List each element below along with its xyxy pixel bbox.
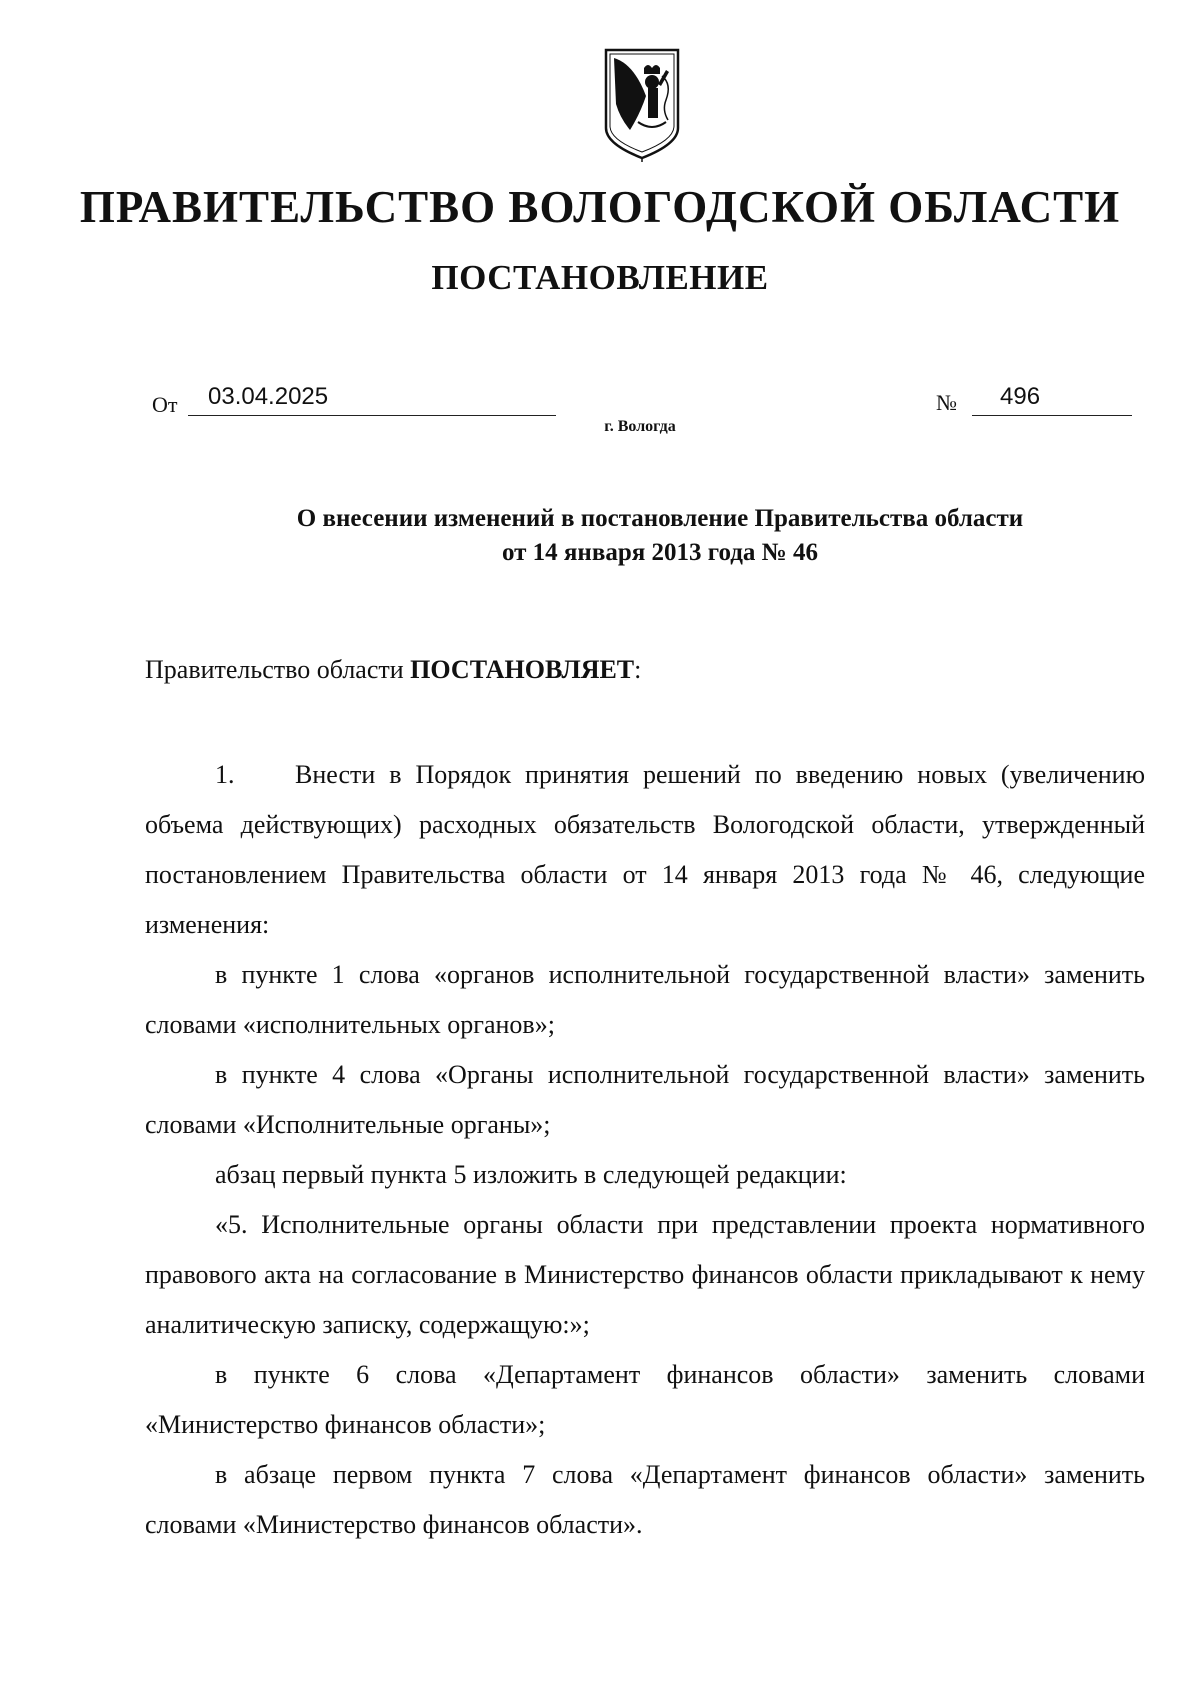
date-label: От — [152, 392, 178, 417]
paragraph-point-6-change: в пункте 6 слова «Департамент финансов области» заменить словами «Министерство финансов области»; — [145, 1360, 1145, 1439]
paragraph-point-4-change: в пункте 4 слова «Органы исполнительной государственной власти» заменить словами «Исполнительные органы»; — [145, 1060, 1145, 1139]
date-value: 03.04.2025 — [188, 382, 556, 416]
preamble-text: Правительство области — [145, 655, 411, 684]
paragraph-item-1 — [145, 750, 1145, 950]
document-body — [145, 750, 1145, 1550]
paragraph-point-1-change: в пункте 1 слова «органов исполнительной государственной власти» заменить словами «исполнительных органов»; — [145, 960, 1145, 1039]
date-number-row — [152, 382, 1132, 422]
number-label: № — [936, 390, 957, 415]
preamble-decree-word: ПОСТАНОВЛЯЕТ — [410, 655, 635, 684]
document-subject — [220, 502, 1100, 570]
document-type-title: ПОСТАНОВЛЕНИЕ — [431, 258, 769, 297]
item-number: 1. — [215, 760, 235, 789]
vologda-coat-of-arms-icon — [600, 44, 684, 164]
city-label: г. Вологда — [604, 418, 676, 435]
preamble-suffix: : — [634, 655, 642, 684]
paragraph-point-5-text: «5. Исполнительные органы области при представлении проекта нормативного правового акта на согласование в Министерство финансов области прикладывают к нему аналитическую записку, содержащую:»; — [145, 1210, 1145, 1339]
paragraph-point-7-change: в абзаце первом пункта 7 слова «Департамент финансов области» заменить словами «Министерство финансов области». — [145, 1460, 1145, 1539]
paragraph-point-5-intro: абзац первый пункта 5 изложить в следующей редакции: — [215, 1160, 847, 1189]
subject-line-2: от 14 января 2013 года № 46 — [501, 539, 819, 566]
preamble — [145, 652, 641, 688]
organization-title: ПРАВИТЕЛЬСТВО ВОЛОГОДСКОЙ ОБЛАСТИ — [79, 182, 1121, 232]
number-value: 496 — [972, 382, 1132, 416]
subject-line-1: О внесении изменений в постановление Правительства области — [296, 505, 1024, 532]
item-1-text: Внести в Порядок принятия решений по введению новых (увеличению объема действующих) расходных обязательств Вологодской области, утвержденный постановлением Правительства области от 14 января 2013 года № 46, следующие изменения: — [145, 760, 1145, 939]
